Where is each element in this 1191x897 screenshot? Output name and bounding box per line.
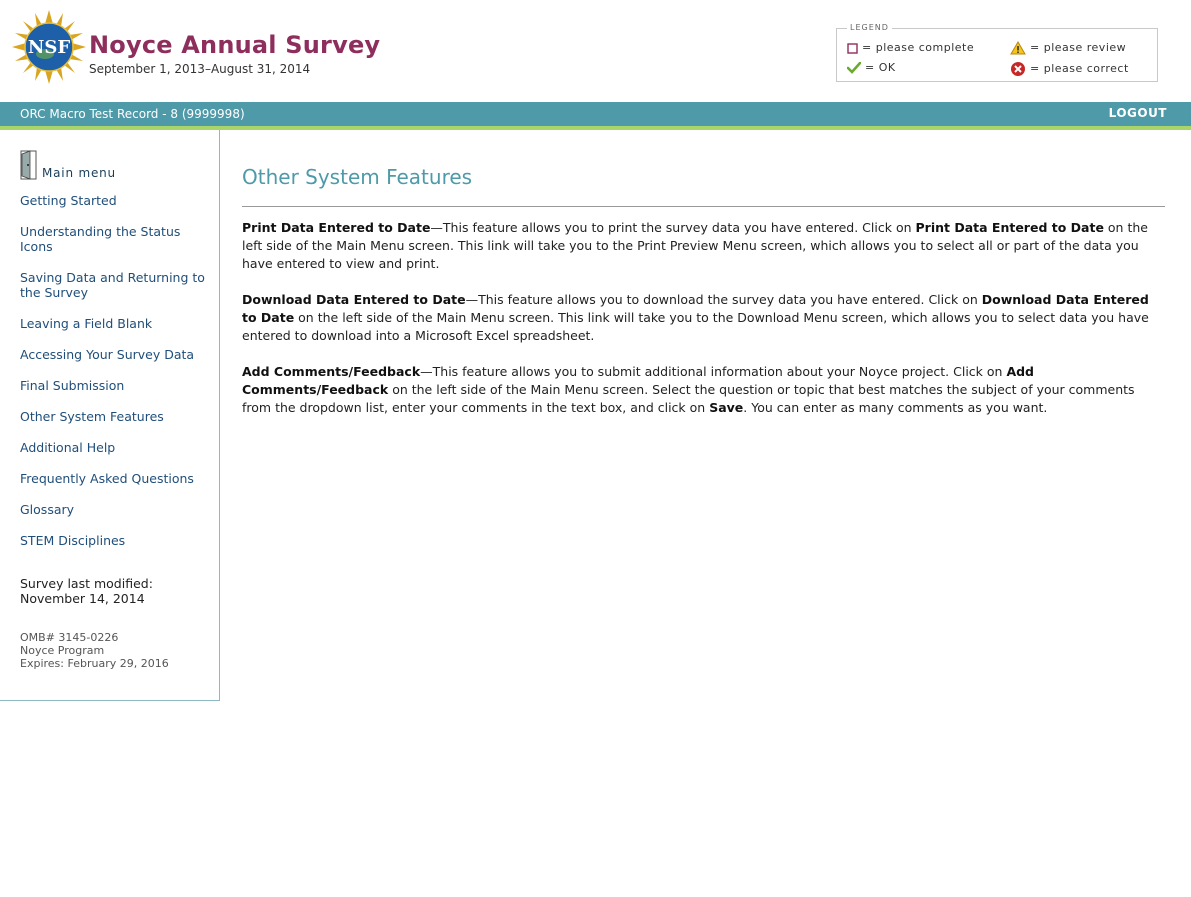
program-name: Noyce Program [20, 644, 105, 657]
help-nav [20, 193, 210, 564]
legend-label: = please review [1030, 41, 1127, 54]
sidebar [0, 130, 220, 701]
legend-title: LEGEND [847, 23, 892, 32]
page-header-title: Noyce Annual Survey [89, 31, 381, 59]
main-menu-label: Main menu [42, 166, 116, 180]
legend-label: = please correct [1030, 62, 1129, 75]
door-icon [20, 166, 42, 180]
checkmark-icon [847, 61, 865, 74]
section-text: . You can enter as many comments as you want. [743, 400, 1048, 415]
header [0, 0, 1191, 102]
page-title: Other System Features [242, 165, 473, 189]
section-heading: Add Comments/Feedback [242, 364, 421, 379]
sidebar-item-accessing-data[interactable]: Accessing Your Survey Data [20, 347, 195, 362]
sidebar-item-saving-data[interactable]: Saving Data and Returning to the Survey [20, 270, 205, 300]
legend-item-please-review [1010, 41, 1126, 55]
section-heading: Download Data Entered to Date [242, 292, 466, 307]
section-text: —This feature allows you to submit additional information about your Noyce project. Click on [420, 364, 1007, 379]
top-bar [0, 102, 1191, 126]
section-text: on the left side of the Main Menu screen. This link will take you to the Print Preview Menu screen, which allows you to select all or part of the data you have entered to view and print. [242, 220, 1148, 271]
section-heading: Print Data Entered to Date [242, 220, 431, 235]
section-emphasis: Save [709, 400, 744, 415]
sidebar-item-field-blank[interactable]: Leaving a Field Blank [20, 316, 153, 331]
section-emphasis: Print Data Entered to Date [915, 220, 1104, 235]
expiration-date: Expires: February 29, 2016 [20, 657, 169, 670]
sidebar-item-status-icons[interactable]: Understanding the Status Icons [20, 224, 181, 254]
section-text: —This feature allows you to print the survey data you have entered. Click on [430, 220, 916, 235]
section-text: on the left side of the Main Menu screen. Select the question or topic that best matches the subject of your comments from the dropdown list, enter your comments in the text box, and click on [242, 382, 1135, 415]
nsf-logo [12, 10, 86, 84]
sidebar-item-glossary[interactable]: Glossary [20, 502, 75, 517]
logout-link[interactable]: LOGOUT [1108, 106, 1167, 120]
empty-checkbox-icon [847, 41, 862, 54]
legend-item-please-correct [1010, 61, 1129, 77]
legend-label: = please complete [862, 41, 975, 54]
omb-info [20, 631, 169, 670]
section-print-data [242, 219, 1165, 273]
legend-item-please-complete [847, 41, 974, 54]
section-emphasis: Download Data Entered to Date [242, 292, 1149, 325]
logo-text: NSF [27, 37, 71, 58]
survey-period: September 1, 2013–August 31, 2014 [89, 62, 311, 76]
last-modified [20, 576, 153, 606]
main-menu-link[interactable] [20, 150, 116, 180]
status-legend [836, 23, 1158, 82]
sidebar-item-other-features[interactable]: Other System Features [20, 409, 164, 424]
legend-item-ok [847, 61, 896, 74]
error-icon [1010, 62, 1030, 75]
title-divider [242, 206, 1165, 207]
sidebar-item-additional-help[interactable]: Additional Help [20, 440, 116, 455]
sidebar-item-faq[interactable]: Frequently Asked Questions [20, 471, 194, 486]
last-modified-label: Survey last modified: [20, 576, 153, 591]
warning-icon [1010, 41, 1030, 54]
section-text: —This feature allows you to download the survey data you have entered. Click on [465, 292, 982, 307]
sidebar-item-stem[interactable]: STEM Disciplines [20, 533, 126, 548]
section-add-comments [242, 363, 1165, 417]
last-modified-date: November 14, 2014 [20, 591, 145, 606]
omb-number: OMB# 3145-0226 [20, 631, 119, 644]
section-emphasis: Add Comments/Feedback [242, 364, 1035, 397]
record-label: ORC Macro Test Record - 8 (9999998) [20, 107, 245, 121]
sidebar-item-getting-started[interactable]: Getting Started [20, 193, 117, 208]
section-download-data [242, 291, 1165, 345]
sidebar-item-final-submission[interactable]: Final Submission [20, 378, 125, 393]
legend-label: = OK [865, 61, 896, 74]
main-content [242, 165, 1165, 430]
section-text: on the left side of the Main Menu screen. This link will take you to the Download Menu screen, which allows you to select data you have entered to download into a Microsoft Excel spreadsheet. [242, 310, 1149, 343]
